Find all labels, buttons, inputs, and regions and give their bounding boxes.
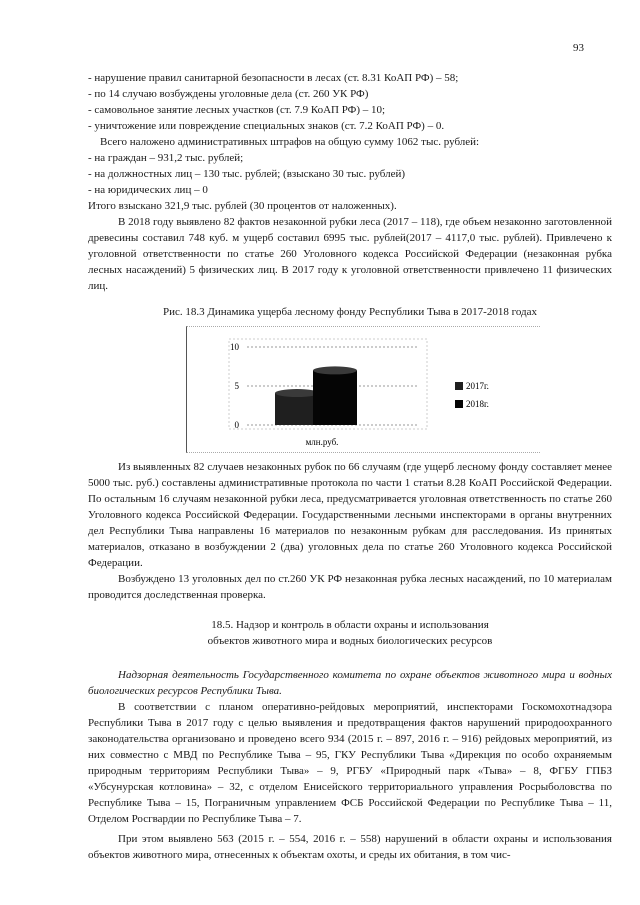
collected-text: Итого взыскано 321,9 тыс. рублей (30 процентов от наложенных). xyxy=(88,200,397,212)
figure-caption: Рис. 18.3 Динамика ущерба лесному фонду Республики Тыва в 2017-2018 годах xyxy=(163,306,537,318)
bar-2018г. xyxy=(313,366,357,425)
bar-body xyxy=(313,370,357,425)
page-number: 93 xyxy=(573,42,584,54)
y-tick-label: 5 xyxy=(234,381,239,391)
y-tick-label: 0 xyxy=(234,420,239,430)
legend-label: 2018г. xyxy=(466,399,489,409)
paragraph-2018: В 2018 году выявлено 82 фактов незаконной рубки леса (2017 – 118), где объем незаконно заготовленной древесины составил 748 куб. м ущерб составил 6995 тыс. рублей(2017 – 4117,0 тыс. рублей). Привлечено к уголовной ответственности по статье 260 Уголовного кодекса Российской Федерации (незаконная рубка лесных насаждений) 5 физических лиц. В 2017 году к уголовной ответственности привлечено 11 физических лиц. xyxy=(88,216,612,292)
x-axis-label: млн.руб. xyxy=(305,437,339,447)
bar-top xyxy=(275,389,319,397)
italic-paragraph: Надзорная деятельность Государственного комитета по охране объектов животного мира и водных биологических ресурсов Республики Тыва. xyxy=(88,669,612,697)
document-body xyxy=(88,70,612,863)
list-item: - уничтожение или повреждение специальных знаков (ст. 7.2 КоАП РФ) – 0. xyxy=(88,120,445,132)
paragraph-cases: Из выявленных 82 случаев незаконных рубок по 66 случаям (где ущерб лесному фонду составляет менее 5000 тыс. руб.) составлены административные протокола по части 1 статьи 8.28 КоАП Российской Федерации. По остальным 16 случаям незаконной рубки леса, предусматривается уголовная ответственность по статье 260 Уголовного кодекса Российской Федерации. Государственными лесными инспекторами в органы внутренних дел Республики Тыва направлены 16 материалов по незаконным рубкам для расследования. Из принятых материалов, отказано в возбуждении 2 (два) уголовных дела по статье 260 Уголовного кодекса Российской Федерации. xyxy=(88,461,612,569)
bar-2017г. xyxy=(275,389,319,425)
legend-swatch xyxy=(455,382,463,390)
list-item: - на юридических лиц – 0 xyxy=(88,184,208,196)
damage-chart xyxy=(187,327,540,452)
list-item: - по 14 случаю возбуждены уголовные дела (ст. 260 УК РФ) xyxy=(88,88,369,100)
list-item: - на должностных лиц – 130 тыс. рублей; (взыскано 30 тыс. рублей) xyxy=(88,168,405,180)
fines-intro: Всего наложено административных штрафов на общую сумму 1062 тыс. рублей: xyxy=(100,136,480,148)
paragraph-violations: При этом выявлено 563 (2015 г. – 554, 2016 г. – 558) нарушений в области охраны и использования объектов животного мира, отнесенных к объектам охоты, и среды их обитания, в том чис- xyxy=(88,833,612,861)
section-title-line2: объектов животного мира и водных биологических ресурсов xyxy=(207,635,493,647)
list-item: - самовольное занятие лесных участков (ст. 7.9 КоАП РФ) – 10; xyxy=(88,104,386,116)
chart-frame xyxy=(186,326,540,453)
paragraph-raids: В соответствии с планом оперативно-рейдовых мероприятий, инспекторами Госкомохотнадзора Республики Тыва в 2017 году с целью выявления и предотвращения фактов нарушений природоохранного законодательства организовано и проведено всего 934 (2015 г. – 897, 2016 г. – 916) рейдовых мероприятий, из них совместно с МВД по Республике Тыва – 95, ГКУ Республики Тыва «Дирекция по особо охраняемым природным территориям Республики Тыва» – 9, РГБУ «Природный парк «Тыва» – 8, ФГБУ ГПБЗ «Убсунурская котловина» – 32, с отделом Енисейского территориального управления Росрыболовства по Республике Тыва – 15, Пограничным управлением ФСБ Российской Федерации по Республике Тыва – 11, Отделом Росгвардии по Республике Тыва – 7. xyxy=(88,701,612,825)
paragraph-criminal: Возбуждено 13 уголовных дел по ст.260 УК РФ незаконная рубка лесных насаждений, по 10 материалам проводится доследственная проверка. xyxy=(88,573,612,601)
bar-top xyxy=(313,366,357,374)
list-item: - нарушение правил санитарной безопасности в лесах (ст. 8.31 КоАП РФ) – 58; xyxy=(88,72,459,84)
y-tick-label: 10 xyxy=(230,342,239,352)
section-heading xyxy=(88,617,612,649)
section-title-line1: 18.5. Надзор и контроль в области охраны и использования xyxy=(211,619,489,631)
bar-body xyxy=(275,393,319,425)
legend-swatch xyxy=(455,400,463,408)
legend-label: 2017г. xyxy=(466,381,489,391)
list-item: - на граждан – 931,2 тыс. рублей; xyxy=(88,152,244,164)
